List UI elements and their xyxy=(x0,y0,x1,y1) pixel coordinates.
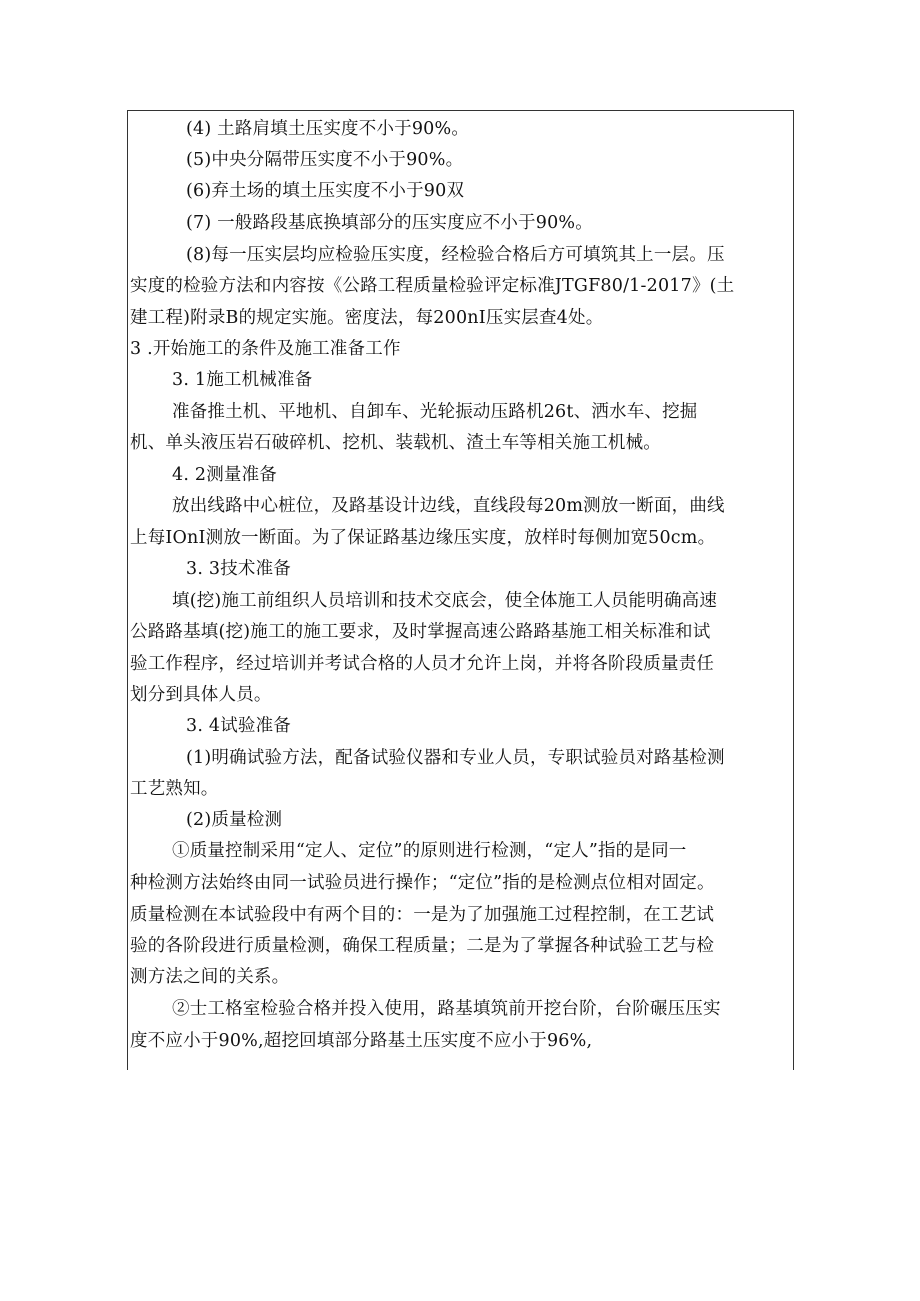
text-line-3: (6)弃土场的填土压实度不小于90双 xyxy=(186,181,465,201)
text-line-2: (5)中央分隔带压实度不小于90%。 xyxy=(186,150,464,170)
text-line-4: (7) 一般路段基底换填部分的压实度应不小于90%。 xyxy=(186,213,593,233)
text-line-24: ①质量控制采用“定人、定位”的原则进行检测，“定人”指的是同一 xyxy=(172,841,687,861)
subsection-heading-machinery: 3. 1施工机械准备 xyxy=(172,370,313,390)
section-heading: 3 .开始施工的条件及施工准备工作 xyxy=(130,339,401,359)
text-line-26: 质量检测在本试验段中有两个目的：一是为了加强施工过程控制，在工艺试 xyxy=(130,905,715,925)
text-line-11: 机、单头液压岩石破碎机、挖机、装载机、渣土车等相关施工机械。 xyxy=(130,433,661,453)
text-line-30: 度不应小于90%,超挖回填部分路基土压实度不应小于96%, xyxy=(130,1031,593,1051)
subsection-heading-survey: 4. 2测量准备 xyxy=(172,465,277,485)
text-line-22: 工艺熟知。 xyxy=(130,779,219,799)
subsection-heading-technical: 3. 3技术准备 xyxy=(186,559,291,579)
text-line-10: 准备推土机、平地机、自卸车、光轮振动压路机26t、洒水车、挖掘 xyxy=(172,402,698,422)
text-line-14: 上每IOnI测放一断面。为了保证路基边缘压实度，放样时每侧加宽50cm。 xyxy=(130,528,716,548)
text-line-5: (8)每一压实层均应检验压实度，经检验合格后方可填筑其上一层。压 xyxy=(186,245,725,265)
text-line-23: (2)质量检测 xyxy=(186,810,283,830)
text-line-25: 种检测方法始终由同一试验员进行操作；“定位”指的是检测点位相对固定。 xyxy=(130,873,715,893)
text-line-29: ②士工格室检验合格并投入使用，路基填筑前开挖台阶，台阶碾压压实 xyxy=(172,999,721,1019)
text-line-17: 公路路基填(挖)施工的施工要求，及时掌握高速公路路基施工相关标准和试 xyxy=(130,622,711,642)
text-line-6: 实度的检验方法和内容按《公路工程质量检验评定标准JTGF80/1-2017》(土 xyxy=(130,276,735,296)
text-line-1: (4) 土路肩填土压实度不小于90%。 xyxy=(186,119,470,139)
text-line-28: 测方法之间的关系。 xyxy=(130,967,290,987)
subsection-heading-testing: 3. 4试验准备 xyxy=(186,716,291,736)
text-line-27: 验的各阶段进行质量检测，确保工程质量；二是为了掌握各种试验工艺与检 xyxy=(130,936,715,956)
text-line-13: 放出线路中心桩位，及路基设计边线，直线段每20m测放一断面，曲线 xyxy=(172,496,725,516)
text-line-21: (1)明确试验方法，配备试验仪器和专业人员，专职试验员对路基检测 xyxy=(186,748,725,768)
text-line-16: 填(挖)施工前组织人员培训和技术交底会，使全体施工人员能明确高速 xyxy=(172,591,718,611)
text-line-18: 验工作程序，经过培训并考试合格的人员才允许上岗，并将各阶段质量责任 xyxy=(130,654,715,674)
text-line-19: 划分到具体人员。 xyxy=(130,685,272,705)
text-line-7: 建工程)附录B的规定实施。密度法，每200nI压实层查4处。 xyxy=(130,308,604,328)
